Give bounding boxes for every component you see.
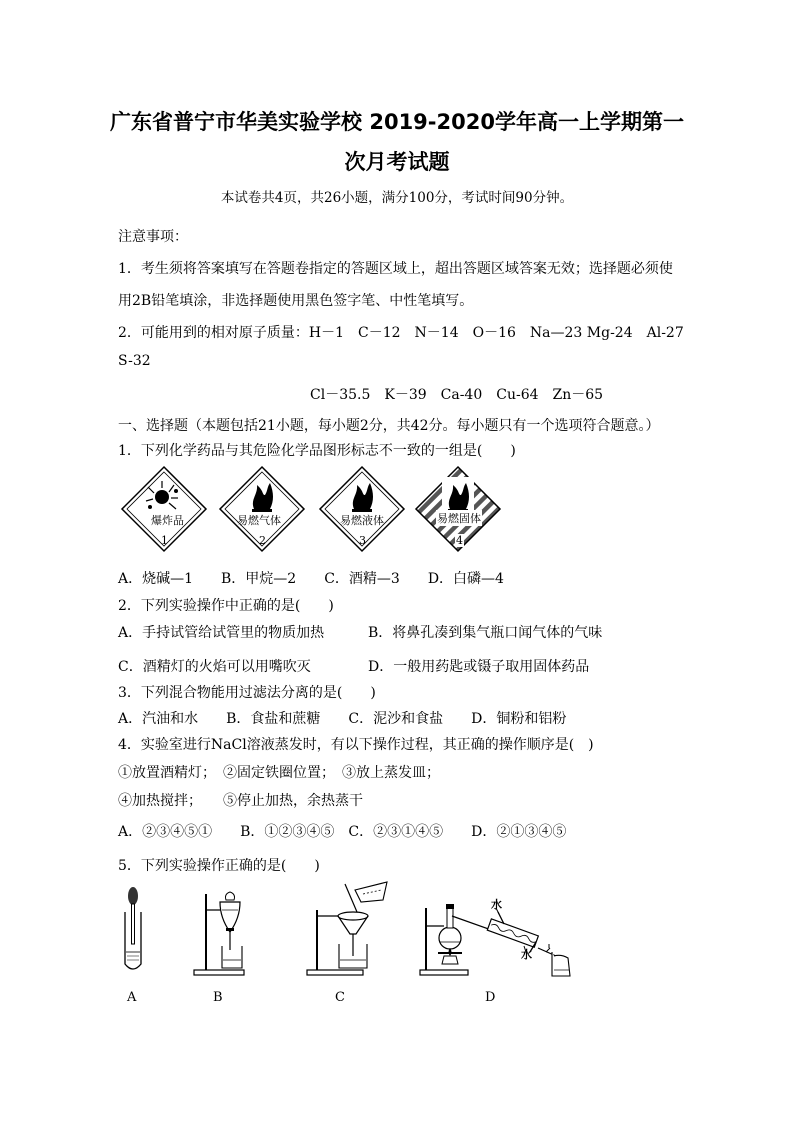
question-3-options: A．汽油和水 B．食盐和蔗糖 C．泥沙和食盐 D．铜粉和铝粉 — [118, 711, 567, 727]
sign-3-number: 3 — [359, 534, 366, 547]
figure-label-c: C — [335, 990, 345, 1005]
bomb-icon — [155, 490, 169, 504]
sign-4-label: 易燃固体 — [437, 512, 481, 525]
question-2-stem: 2．下列实验操作中正确的是( ) — [118, 598, 334, 614]
water-inlet-label-top: 水 — [491, 898, 502, 911]
figure-label-d: D — [485, 990, 496, 1005]
question-3-stem: 3．下列混合物能用过滤法分离的是( ) — [118, 685, 376, 701]
note-1-line2: 用2B铅笔填涂，非选择题使用黑色签字笔、中性笔填写。 — [118, 293, 474, 309]
note-1-line1: 1．考生须将答案填写在答题卷指定的答题区域上，超出答题区域答案无效；选择题必须使 — [118, 261, 673, 277]
sign-4-number: 4 — [456, 534, 463, 547]
question-4-steps-1: ①放置酒精灯； ②固定铁圈位置； ③放上蒸发皿； — [118, 765, 440, 781]
figure-label-a: A — [127, 990, 137, 1005]
exam-subtitle: 本试卷共4页，共26小题，满分100分，考试时间90分钟。 — [220, 190, 574, 206]
sign-2-number: 2 — [259, 534, 266, 547]
question-2-option-c: C．酒精灯的火焰可以用嘴吹灭 — [118, 659, 311, 675]
notes-heading: 注意事项： — [118, 229, 188, 245]
water-label-bottom: 水 — [521, 948, 532, 961]
page-title-line1: 广东省普宁市华美实验学校 2019-2020学年高一上学期第一 — [110, 110, 684, 134]
dropper-test-tube-figure — [120, 882, 150, 977]
sign-1-number: 1 — [161, 534, 168, 547]
question-1-options: A．烧碱—1 B．甲烷—2 C．酒精—3 D．白磷—4 — [118, 571, 504, 587]
question-4-stem: 4．实验室进行NaCl溶液蒸发时，有以下操作过程，其正确的操作顺序是( ) — [118, 737, 594, 753]
sign-2-label: 易燃气体 — [237, 514, 281, 527]
question-4-options: A．②③④⑤① B．①②③④⑤ C．②③①④⑤ D．②①③④⑤ — [118, 824, 567, 840]
note-2-line1: 2．可能用到的相对原子质量：H－1 C－12 N－14 O－16 Na—23 Mg-24 Al-27 — [118, 325, 684, 341]
filtration-figure — [305, 880, 395, 978]
page-title-line2: 次月考试题 — [344, 150, 450, 174]
note-2-line2: S-32 — [118, 353, 151, 369]
section-1-heading: 一、选择题（本题包括21小题，每小题2分，共42分。每小题只有一个选项符合题意。） — [118, 418, 660, 434]
question-2-option-a: A．手持试管给试管里的物质加热 — [118, 625, 325, 641]
question-2-option-d: D．一般用药匙或镊子取用固体药品 — [368, 659, 590, 675]
separatory-funnel-figure — [192, 888, 262, 978]
note-2-line3: Cl－35.5 K－39 Ca-40 Cu-64 Zn－65 — [310, 387, 604, 403]
sign-1-label: 爆炸品 — [151, 514, 184, 527]
question-4-steps-2: ④加热搅拌； ⑤停止加热，余热蒸干 — [118, 793, 363, 809]
figure-label-b: B — [213, 990, 223, 1005]
sign-3-label: 易燃液体 — [340, 514, 384, 527]
question-1-stem: 1．下列化学药品与其危险化学品图形标志不一致的一组是( ) — [118, 443, 516, 459]
question-2-option-b: B．将鼻孔凑到集气瓶口闻气体的气味 — [368, 625, 603, 641]
question-5-stem: 5．下列实验操作正确的是( ) — [118, 858, 320, 874]
